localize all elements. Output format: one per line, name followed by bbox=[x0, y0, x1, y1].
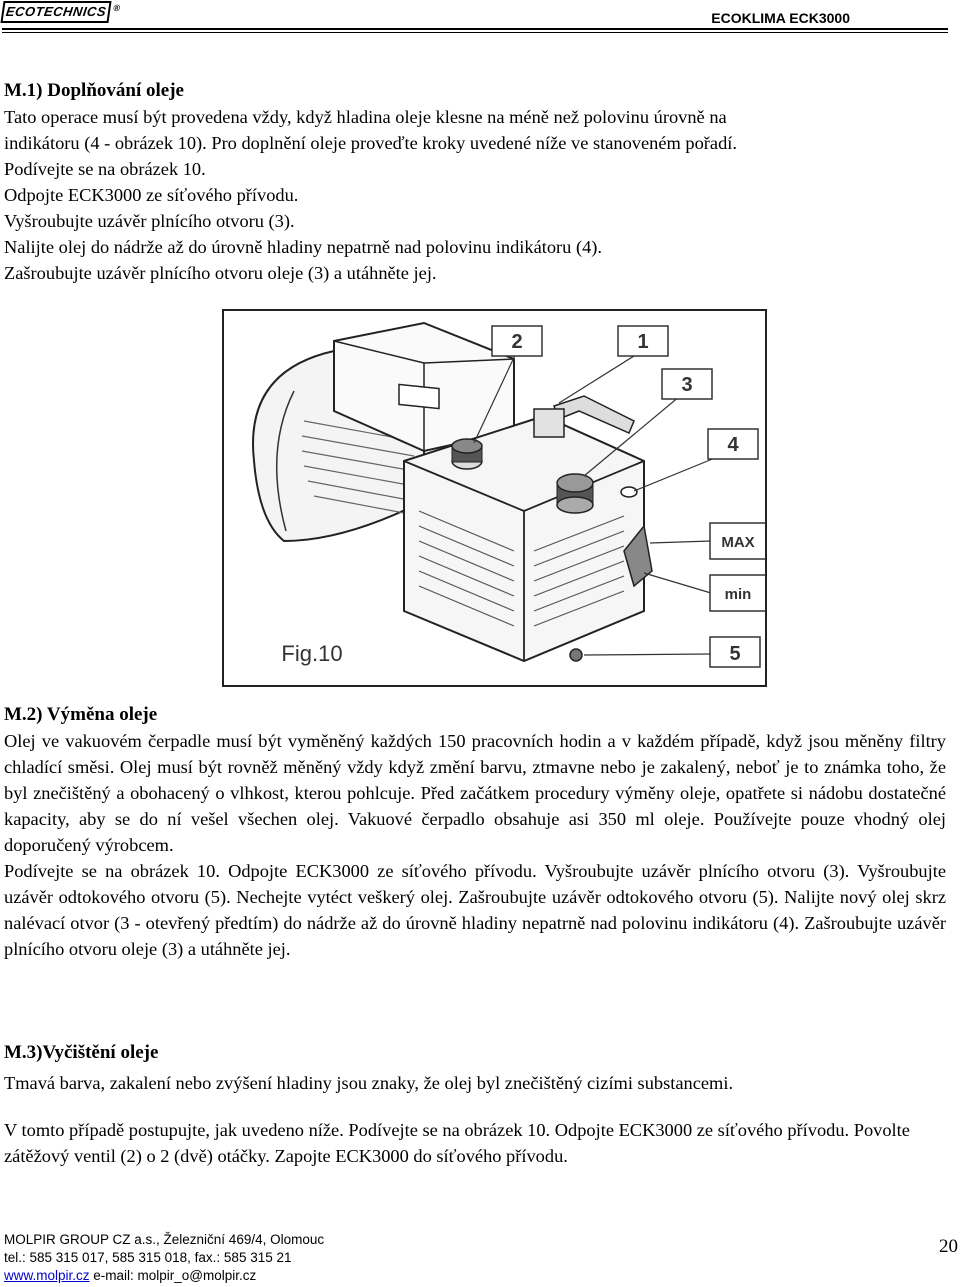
footer-company: MOLPIR GROUP CZ a.s., Železniční 469/4, Olomouc bbox=[4, 1232, 325, 1247]
paragraph: Tmavá barva, zakalení nebo zvýšení hladiny jsou znaky, že olej byl znečištěný cizími substancemi. bbox=[4, 1073, 734, 1093]
website-link[interactable]: www.molpir.cz bbox=[4, 1268, 90, 1283]
paragraph: V tomto případě postupujte, jak uvedeno níže. Podívejte se na obrázek 10. Odpojte ECK3000 ze síťového přívodu. Povolte zátěžový ventil (2) o 2 (dvě) otáčky. Zapojte ECK3000 do síťového přívodu. bbox=[4, 1120, 910, 1166]
callout-4: 4 bbox=[727, 434, 739, 456]
footer-contacts bbox=[4, 1267, 324, 1285]
paragraph-line: Nalijte olej do nádrže až do úrovně hladiny nepatrně nad polovinu indikátoru (4). bbox=[4, 237, 603, 257]
ecotechnics-logo: ECOTECHNICS ® bbox=[0, 1, 111, 23]
callout-1: 1 bbox=[637, 331, 649, 353]
paragraph-line: Zašroubujte uzávěr plnícího otvoru oleje (3) a utáhněte jej. bbox=[4, 263, 437, 283]
section-oil-cleaning bbox=[4, 1040, 946, 1169]
paragraph: Podívejte se na obrázek 10. Odpojte ECK3000 ze síťového přívodu. Vyšroubujte uzávěr plnícího otvoru (3). Vyšroubujte uzávěr odtokového otvoru (5). Nechejte vytéct veškerý olej. Zašroubujte uzávěr odtokového otvoru (5). Nalijte nový olej skrz nalévací otvor (3 - otevřený předtím) do nádrže až do úrovně hladiny nepatrně nad polovinu indikátoru (4). Zašroubujte uzávěr plnícího otvoru oleje (3) a utáhněte jej. bbox=[4, 861, 946, 959]
paragraph-line: Tato operace musí být provedena vždy, když hladina oleje klesne na méně než polovinu úrovně na bbox=[4, 107, 727, 127]
email-text: e-mail: molpir_o@molpir.cz bbox=[93, 1268, 257, 1283]
section-oil-change bbox=[4, 702, 946, 962]
callout-2: 2 bbox=[511, 331, 523, 353]
footer-phone: tel.: 585 315 017, 585 315 018, fax.: 585 315 21 bbox=[4, 1250, 292, 1265]
header-divider bbox=[2, 28, 948, 30]
paragraph-line: Podívejte se na obrázek 10. bbox=[4, 159, 206, 179]
vacuum-pump-illustration bbox=[224, 311, 767, 687]
callout-min: min bbox=[724, 586, 752, 603]
section-heading: M.2) Výměna oleje bbox=[4, 704, 158, 725]
page-number: 20 bbox=[939, 1236, 958, 1257]
vacuum-pump-figure bbox=[222, 309, 767, 687]
callout-5: 5 bbox=[729, 643, 741, 665]
page-footer bbox=[4, 1231, 324, 1285]
figure-caption: Fig.10 bbox=[281, 641, 343, 666]
paragraph: Olej ve vakuovém čerpadle musí být vyměněný každých 150 pracovních hodin a v každém případě, když jsou měněny filtry chladící směsi. Olej musí být rovněž měněný vždy když změní barvu, ztmavne nebo je zakalený, neboť je to známka toho, že byl znečištěný a obohacený o vlhkost, kterou pohlcuje. Před začátkem procedury výměny oleje, opatřete si nádobu dostatečné kapacity, aby se do ní vešel všechen olej. Vakuové čerpadlo obsahuje asi 350 ml oleje. Používejte pouze vhodný olej doporučený výrobcem. bbox=[4, 731, 946, 855]
paragraph-line: Vyšroubujte uzávěr plnícího otvoru (3). bbox=[4, 211, 295, 231]
document-title: ECOKLIMA ECK3000 bbox=[711, 10, 850, 26]
paragraph-line: indikátoru (4 - obrázek 10). Pro doplnění oleje proveďte kroky uvedené níže ve stanoveném pořadí. bbox=[4, 133, 737, 153]
header-divider-thin bbox=[2, 32, 948, 33]
section-heading: M.3)Vyčištění oleje bbox=[4, 1042, 159, 1063]
callout-max: MAX bbox=[721, 534, 755, 551]
section-oil-refill bbox=[4, 78, 904, 286]
section-heading: M.1) Doplňování oleje bbox=[4, 80, 184, 101]
paragraph-line: Odpojte ECK3000 ze síťového přívodu. bbox=[4, 185, 299, 205]
callout-3: 3 bbox=[681, 374, 693, 396]
